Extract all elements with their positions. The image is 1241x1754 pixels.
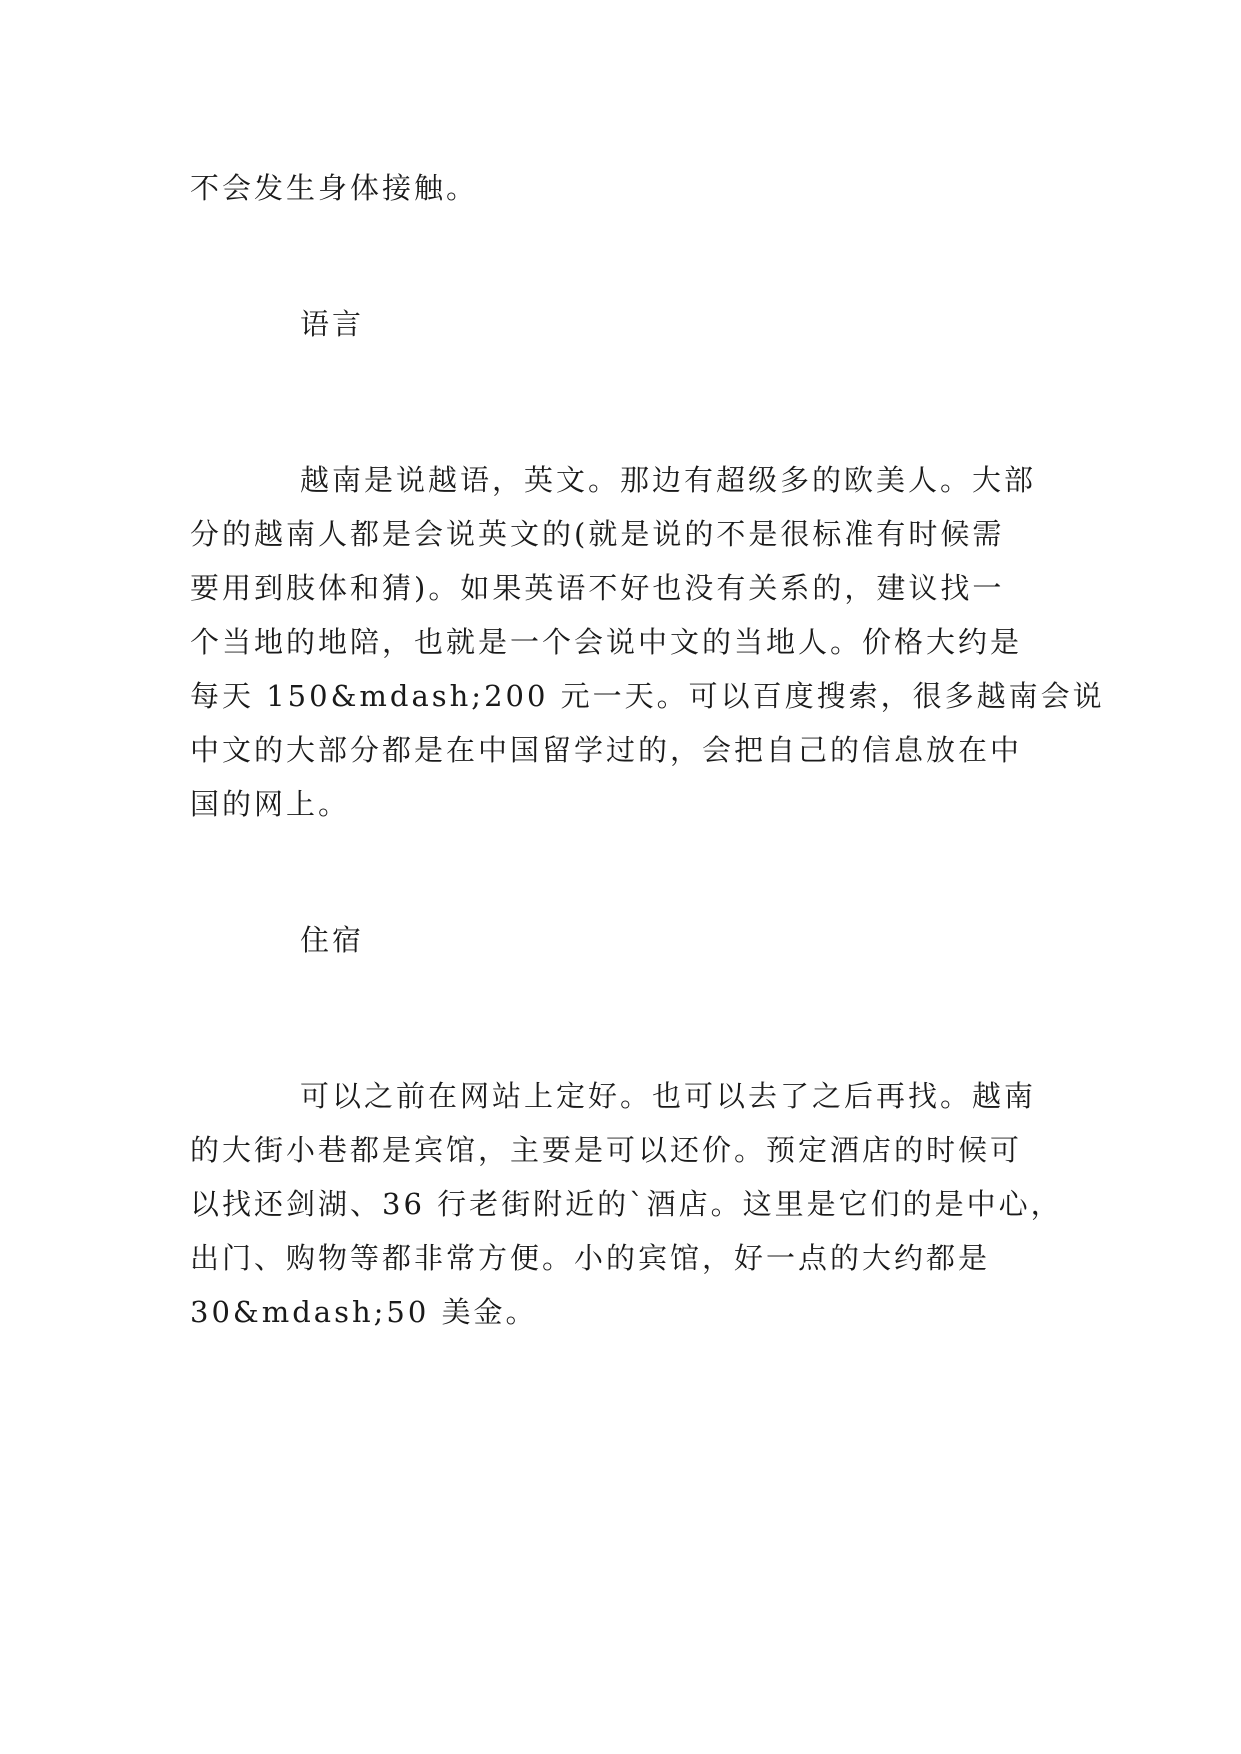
- section-heading-language: 语言: [300, 307, 365, 341]
- paragraph-line: 越南是说越语，英文。那边有超级多的欧美人。大部: [300, 463, 1037, 497]
- section-heading-accommodation: 住宿: [300, 923, 365, 957]
- paragraph-line: 国的网上。: [190, 787, 351, 821]
- paragraph-line: 以找还剑湖、36 行老街附近的`酒店。这里是它们的是中心，: [190, 1187, 1063, 1221]
- paragraph-line: 中文的大部分都是在中国留学过的，会把自己的信息放在中: [190, 733, 1023, 767]
- paragraph-line: 可以之前在网站上定好。也可以去了之后再找。越南: [300, 1079, 1037, 1113]
- paragraph-line: 30&mdash;50 美金。: [190, 1295, 538, 1329]
- paragraph-line: 分的越南人都是会说英文的(就是说的不是很标准有时候需: [190, 517, 1005, 551]
- paragraph-line: 个当地的地陪，也就是一个会说中文的当地人。价格大约是: [190, 625, 1023, 659]
- paragraph-line: 出门、购物等都非常方便。小的宾馆，好一点的大约都是: [190, 1241, 991, 1275]
- paragraph-line: 每天 150&mdash;200 元一天。可以百度搜索，很多越南会说: [190, 679, 1105, 713]
- intro-tail-line: 不会发生身体接触。: [190, 171, 479, 205]
- paragraph-line: 的大街小巷都是宾馆，主要是可以还价。预定酒店的时候可: [190, 1133, 1023, 1167]
- paragraph-line: 要用到肢体和猜)。如果英语不好也没有关系的，建议找一: [190, 571, 1005, 605]
